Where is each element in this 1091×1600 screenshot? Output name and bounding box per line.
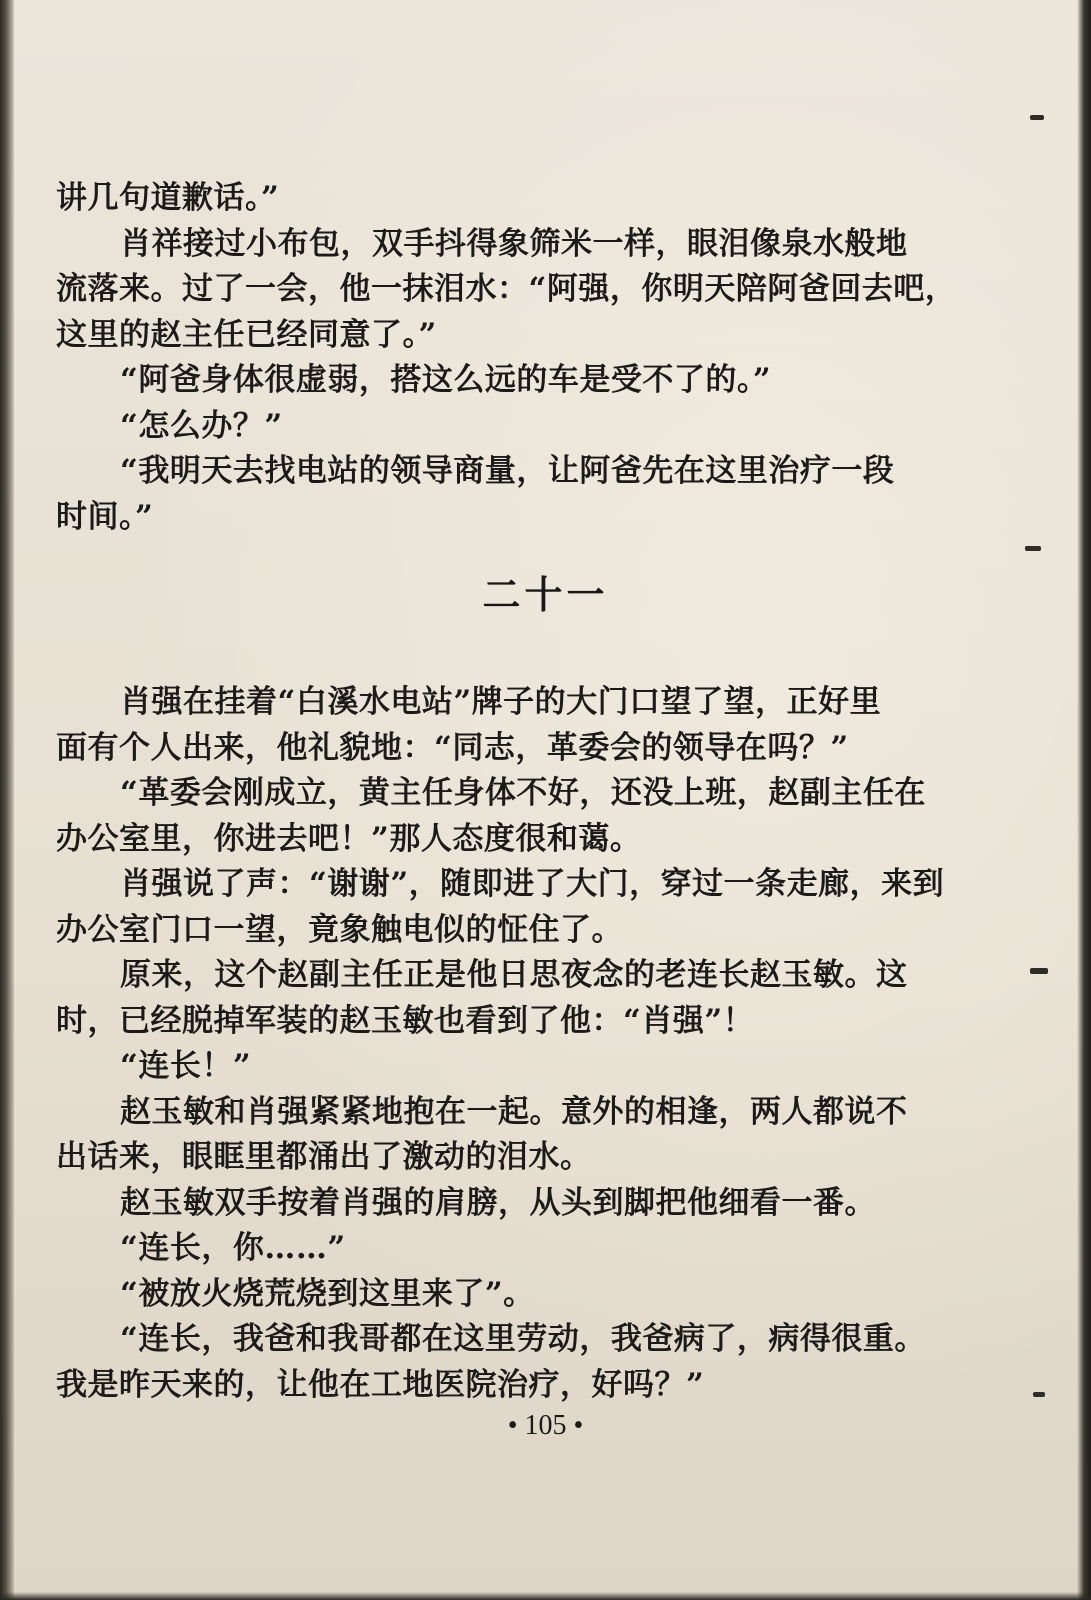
text-line: 面有个人出来，他礼貌地：“同志，革委会的领导在吗？” bbox=[56, 729, 849, 766]
page-right-edge bbox=[1077, 0, 1091, 1600]
text-line: 赵玉敏双手按着肖强的肩膀，从头到脚把他细看一番。 bbox=[120, 1184, 876, 1221]
text-line: “阿爸身体很虚弱，搭这么远的车是受不了的。” bbox=[120, 362, 772, 398]
ink-speck bbox=[1030, 968, 1048, 974]
text-line: 办公室里，你进去吧！”那人态度很和蔼。 bbox=[56, 820, 642, 857]
text-line: “连长，我爸和我哥都在这里劳动，我爸病了，病得很重。 bbox=[120, 1321, 926, 1357]
ink-speck bbox=[1030, 115, 1044, 120]
text-line: 办公室门口一望，竟象触电似的怔住了。 bbox=[56, 911, 623, 948]
chapter-heading: 二十一 bbox=[482, 573, 609, 617]
ink-speck bbox=[1033, 1392, 1045, 1397]
text-line: 肖强在挂着“白溪水电站”牌子的大门口望了望，正好里 bbox=[120, 684, 882, 720]
ink-speck bbox=[1025, 546, 1041, 551]
page-bottom-edge bbox=[0, 1592, 1091, 1600]
text-line: 讲几句道歉话。” bbox=[56, 180, 280, 216]
text-line: 我是昨天来的，让他在工地医院治疗，好吗？” bbox=[56, 1366, 705, 1403]
text-line: 流落来。过了一会，他一抹泪水：“阿强，你明天陪阿爸回去吧， bbox=[56, 271, 957, 307]
text-line: 出话来，眼眶里都涌出了激动的泪水。 bbox=[56, 1139, 592, 1175]
text-line: “怎么办？” bbox=[120, 407, 283, 444]
text-line: 时，已经脱掉军装的赵玉敏也看到了他：“肖强”！ bbox=[56, 1002, 755, 1039]
text-line: 肖祥接过小布包，双手抖得象筛米一样，眼泪像泉水般地 bbox=[120, 225, 908, 262]
text-line: “革委会刚成立，黄主任身体不好，还没上班，赵副主任在 bbox=[120, 775, 926, 811]
text-line: 这里的赵主任已经同意了。” bbox=[56, 316, 437, 353]
page-number: • 105 • bbox=[507, 1410, 584, 1441]
text-line: 赵玉敏和肖强紧紧地抱在一起。意外的相逢，两人都说不 bbox=[120, 1093, 908, 1130]
text-line: “连长，你……” bbox=[120, 1230, 346, 1266]
page-left-edge bbox=[0, 0, 14, 1600]
text-line: “连长！” bbox=[120, 1048, 252, 1084]
text-line: 原来，这个赵副主任正是他日思夜念的老连长赵玉敏。这 bbox=[120, 957, 908, 993]
text-line: 肖强说了声：“谢谢”，随即进了大门，穿过一条走廊，来到 bbox=[120, 866, 945, 902]
text-line: “我明天去找电站的领导商量，让阿爸先在这里治疗一段 bbox=[120, 453, 895, 489]
text-line: “被放火烧荒烧到这里来了”。 bbox=[120, 1275, 535, 1312]
text-line: 时间。” bbox=[56, 498, 154, 535]
